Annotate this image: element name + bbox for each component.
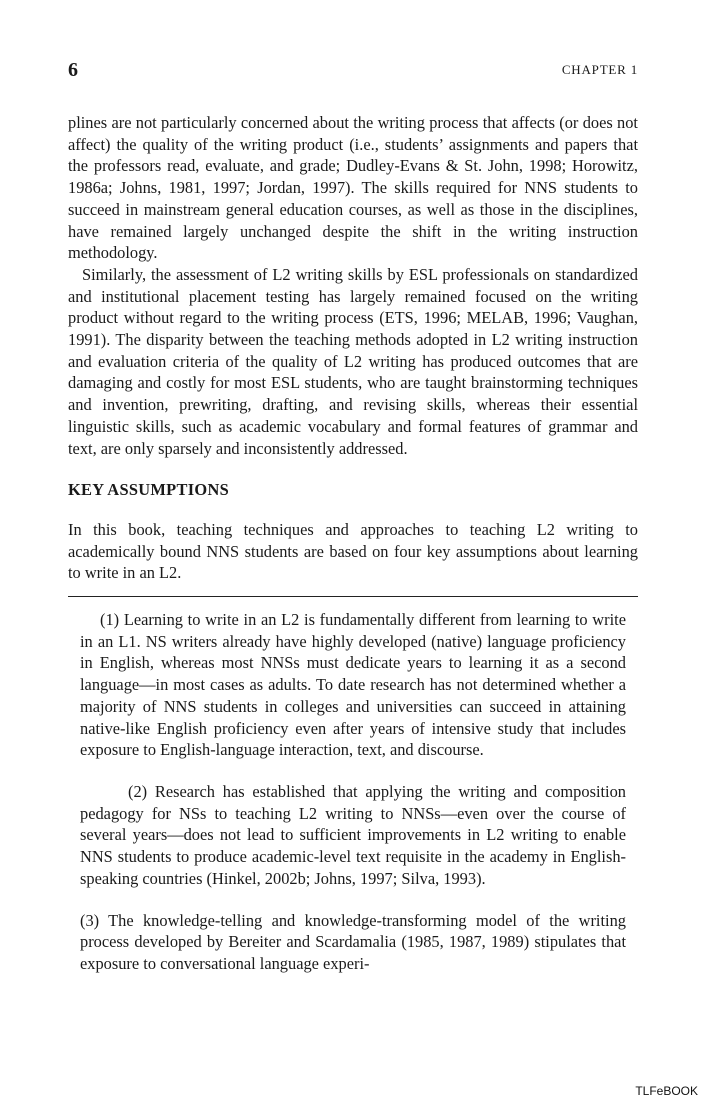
paragraph-2: Similarly, the assessment of L2 writing skills by ESL professionals on standardized and institutional placement testing has largely remained focused on the writing product without regard to the writing process (ETS, 1996; MELAB, 1996; Vaughan, 1991). The disparity between the teaching methods adopted in L2 writing instruction and evaluation criteria of the quality of L2 writing has produced outcomes that are damaging and costly for most ESL students, who are taught brainstorming techniques and invention, prewriting, drafting, and revising skills, whereas their essential linguistic skills, such as academic vocabulary and formal features of grammar and text, are only sparsely and inconsistently addressed.: [68, 264, 638, 458]
assumption-3: (3) The knowledge-telling and knowledge-transforming model of the writing process developed by Bereiter and Scardamalia (1985, 1987, 1989) stipulates that exposure to conversational language experi-: [80, 910, 626, 973]
divider-rule: [68, 596, 638, 597]
section-heading: KEY ASSUMPTIONS: [68, 480, 230, 500]
paragraph-1: plines are not particularly concerned about the writing process that affects (or does not affect) the quality of the writing product (i.e., students’ assignments and papers that the professors read, evaluate, and grade; Dudley-Evans & St. John, 1998; Horowitz, 1986a; Johns, 1981, 1997; Jordan, 1997). The skills required for NNS students to succeed in mainstream general education courses, as well as those in the disciplines, have remained largely unchanged despite the shift in the writing instruction methodology.: [68, 113, 638, 263]
running-head: CHAPTER 1: [561, 62, 638, 77]
watermark: TLFeBOOK: [635, 1084, 698, 1098]
assumption-1: (1) Learning to write in an L2 is fundamentally different from learning to write in an L1. NS writers already have highly developed (native) language proficiency in English, whereas most NNSs must dedicate years to learning it as a second language—in most cases as adults. To date research has not determined whether a majority of NNS students in colleges and universities can succeed in attaining native-like English proficiency even after years of intensive study that includes exposure to English-language interaction, text, and discourse.: [80, 610, 626, 760]
section-intro: In this book, teaching techniques and approaches to teaching L2 writing to academically bound NNS students are based on four key assumptions about learning to write in an L2.: [68, 519, 638, 583]
assumption-2: (2) Research has established that applying the writing and composition pedagogy for NSs to teaching L2 writing to NNSs—even over the course of several years—does not lead to sufficient improvements in L2 writing to enable NNS students to produce academic-level text requisite in the academy in English-speaking countries (Hinkel, 2002b; Johns, 1997; Silva, 1993).: [80, 781, 626, 888]
page-body: [68, 112, 638, 975]
page-number: 6: [68, 59, 78, 81]
page-header: [68, 58, 638, 82]
